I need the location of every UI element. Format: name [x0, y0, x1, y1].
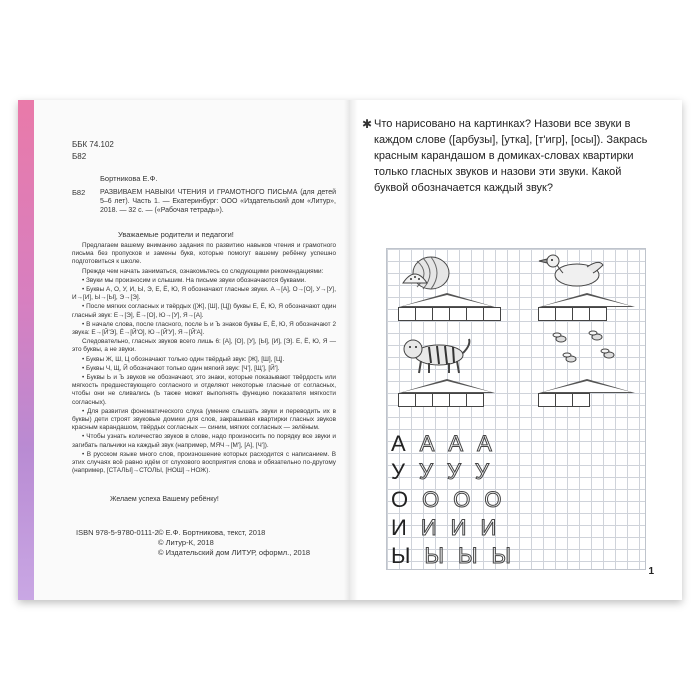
copyright-block	[158, 528, 310, 558]
paragraph: • Буквы Ж, Ш, Ц обозначают только один твёрдый звук: [Ж], [Ш], [Ц].	[82, 355, 285, 363]
sound-cell[interactable]	[449, 393, 467, 407]
letter-row-i	[391, 515, 496, 541]
word-house	[399, 293, 501, 321]
trace-letter[interactable]: А	[419, 431, 435, 456]
gutter-shadow	[350, 100, 358, 600]
paragraph: • Буквы Ь и Ъ звуков не обозначают, это знаки, которые показывают твёрдость или мягкость предшествующего согласного и отделяют некоторые гласные от согласных, чтобы они не сливались (Ь также может выполнять функцию показателя мягкости согласных).	[72, 374, 336, 406]
letter: И	[391, 515, 407, 540]
trace-letter[interactable]: У	[446, 459, 461, 484]
trace-letter[interactable]: Ы	[424, 543, 444, 568]
open-workbook	[18, 100, 682, 600]
sound-cell[interactable]	[432, 393, 450, 407]
word-house	[399, 379, 495, 407]
sound-cells	[399, 393, 495, 407]
trace-letter[interactable]: О	[453, 487, 471, 512]
bbk-code: ББК 74.102	[72, 140, 114, 149]
trace-letter[interactable]: У	[418, 459, 433, 484]
letter: А	[391, 431, 406, 456]
sound-cell[interactable]	[398, 307, 416, 321]
author-name: Бортникова Е.Ф.	[100, 174, 158, 183]
wasps-icon	[547, 329, 627, 373]
letter: О	[391, 487, 409, 512]
sound-cell[interactable]	[398, 393, 416, 407]
sound-cell[interactable]	[415, 393, 433, 407]
sound-cell[interactable]	[589, 307, 607, 321]
letter-row-o	[391, 487, 502, 513]
task-text: Что нарисовано на картинках? Назови все звуки в каждом слове ([арбузы], [утка], [т'игр], [осы]). Закрась красным карандашом в домиках-словах квартирки только гласных звуков и назови эти звуки. Какой буквой обозначается каждый звук?	[374, 118, 648, 194]
sound-cell[interactable]	[555, 307, 573, 321]
sound-cell[interactable]	[466, 393, 484, 407]
trace-letter[interactable]: О	[484, 487, 502, 512]
sound-cells	[539, 307, 635, 321]
trace-letter[interactable]: Ы	[491, 543, 511, 568]
letter: Ы	[391, 543, 411, 568]
trace-letter[interactable]: И	[480, 515, 497, 540]
author-code: Б82	[72, 152, 87, 161]
right-page	[350, 100, 682, 600]
paragraph: Предлагаем вашему вниманию задания по развитию навыков чтения и грамотного письма без пропусков и замены букв, которые помогут вашему ребёнку успешно подготовиться к школе.	[72, 242, 336, 266]
task-star-icon: ✱	[362, 117, 373, 131]
letter-row-y	[391, 543, 511, 569]
letter-row-a	[391, 431, 492, 457]
word-house	[539, 379, 635, 407]
left-page	[18, 100, 351, 600]
sound-cell[interactable]	[555, 393, 573, 407]
trace-letter[interactable]: И	[450, 515, 467, 540]
trace-letter[interactable]: У	[474, 459, 489, 484]
paragraph: • Буквы А, О, У, И, Ы, Э, Е, Ё, Ю, Я обозначают гласные звуки. А→[А], О→[О], У→[У], И→[И], Ы→[Ы], Э→[Э].	[72, 286, 336, 302]
sound-cells	[399, 307, 501, 321]
tiger-icon	[399, 335, 473, 375]
isbn: ISBN 978-5-9780-0111-2	[76, 528, 159, 537]
sound-cell[interactable]	[466, 307, 484, 321]
paragraph: • Звуки мы произносим и слышим. На письме звуки обозначаются буквами.	[82, 276, 307, 284]
copyright-line: © Литур-К, 2018	[158, 538, 214, 547]
letter-row-u	[391, 459, 489, 485]
copyright-line: © Издательский дом ЛИТУР, оформл., 2018	[158, 548, 311, 557]
paragraph: • В русском языке много слов, произношение которых расходится с написанием. В этих случаях всё равно идём от слухового восприятия слова и обязательно по-другому (например, [СТАЛЫ]→СТОЛЫ, [НОШ]→НОЖ).	[72, 450, 336, 475]
task-instructions	[362, 116, 650, 196]
page-number: 1	[648, 566, 654, 577]
trace-letter[interactable]: И	[420, 515, 437, 540]
sound-cell[interactable]	[572, 307, 590, 321]
paragraph: • Чтобы узнать количество звуков в слове, надо произносить по порядку все звуки и загибать пальчики на каждый звук (например, МЯЧ→[М'], [А], [Ч']).	[72, 433, 336, 449]
recommendations-text	[72, 242, 336, 476]
trace-letter[interactable]: О	[422, 487, 440, 512]
sound-cell[interactable]	[432, 307, 450, 321]
bibliographic-entry: РАЗВИВАЕМ НАВЫКИ ЧТЕНИЯ И ГРАМОТНОГО ПИСЬМА (для детей 5–6 лет). Часть 1. — Екатеринбург: ООО «Издательский дом «Литур», 2018. — 32 с. — («Рабочая тетрадь»).	[100, 189, 336, 214]
duck-icon	[537, 251, 607, 291]
copyright-line: © Е.Ф. Бортникова, текст, 2018	[158, 528, 266, 537]
sound-cell[interactable]	[449, 307, 467, 321]
trace-letter[interactable]: Ы	[457, 543, 478, 568]
exercise-grid	[386, 248, 646, 570]
wish-text: Желаем успеха Вашему ребёнку!	[110, 496, 219, 503]
trace-letter[interactable]: А	[448, 431, 464, 456]
paragraph: Прежде чем начать заниматься, ознакомьтесь со следующими рекомендациями:	[82, 267, 324, 275]
trace-letter[interactable]: А	[477, 431, 492, 456]
cover-stripe	[18, 100, 34, 600]
paragraph: • Буквы Ч, Щ, Й обозначают только один мягкий звук: [Ч'], [Щ'], [Й'].	[82, 364, 280, 372]
sound-cell[interactable]	[415, 307, 433, 321]
sound-cell[interactable]	[538, 307, 556, 321]
paragraph: • После мягких согласных и твёрдых ([Ж], [Ш], [Ц]) буквы Е, Ё, Ю, Я обозначают один гласный звук: Е→[Э], Ё→[О], Ю→[У], Я→[А].	[72, 303, 336, 319]
sound-cell[interactable]	[538, 393, 556, 407]
sound-cell[interactable]	[483, 307, 501, 321]
sound-cell[interactable]	[572, 393, 590, 407]
greeting-heading: Уважаемые родители и педагоги!	[118, 230, 234, 239]
watermelon-icon	[401, 255, 451, 291]
word-house	[539, 293, 635, 321]
letter: У	[391, 459, 405, 484]
sound-cells	[539, 393, 635, 407]
paragraph: • Для развития фонематического слуха (умение слышать звуки и переводить их в буквы) дети строят звуковые домики для слов, закрашивая квартирки гласных звуков красным карандашом, твёрдых согласных — синим, мягких согласных — зелёным.	[72, 407, 336, 432]
paragraph: • В начале слова, после гласного, после Ь и Ъ знаков буквы Е, Ё, Ю, Я обозначают 2 звука: Е→[Й'Э], Ё→[Й'О], Ю→[Й'У], Я→[Й'А].	[72, 320, 336, 337]
author-code-2: Б82	[72, 188, 86, 197]
paragraph: Следовательно, гласных звуков всего лишь 6: [А], [О], [У], [Ы], [И], [Э]. Е, Ё, Ю, Я — это буквы, а не звуки.	[72, 338, 336, 354]
